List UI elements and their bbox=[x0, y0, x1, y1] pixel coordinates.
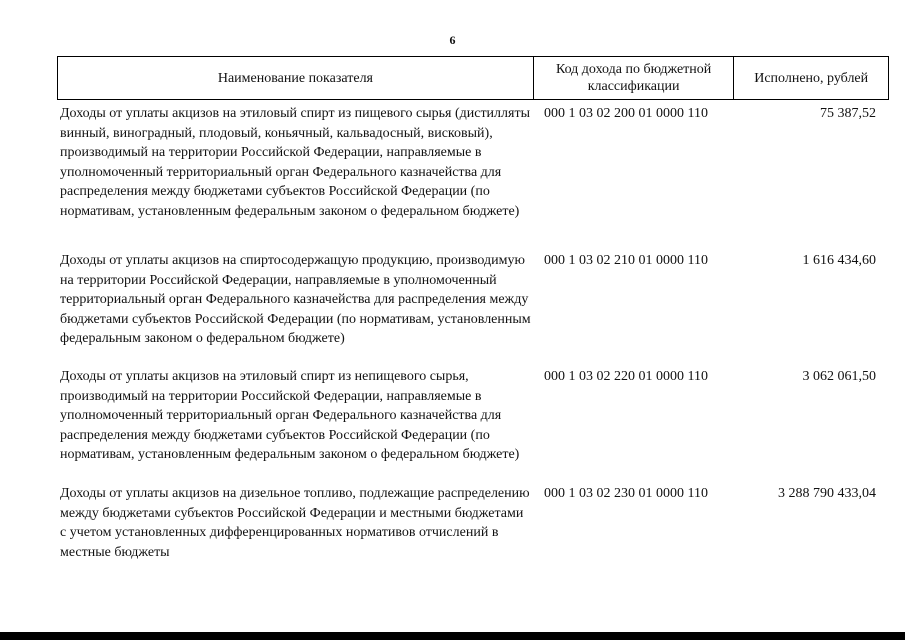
table-row bbox=[57, 104, 889, 221]
row-name: Доходы от уплаты акцизов на этиловый спирт из пищевого сырья (дистилляты винный, виноградный, плодовый, коньячный, кальвадосный, висковый), производимый на территории Российской Федерации, направляемые в уполномоченный территориальный орган Федерального казначейства для распределения между бюджетами субъектов Российской Федерации (по нормативам, установленным федеральным законом о федеральном бюджете) bbox=[60, 106, 530, 219]
table-header bbox=[57, 56, 889, 100]
row-name: Доходы от уплаты акцизов на этиловый спирт из непищевого сырья, производимый на территории Российской Федерации, направляемые в уполномоченный территориальный орган Федерального казначейства для распределения между бюджетами субъектов Российской Федерации (по нормативам, установленным федеральным законом о федеральном бюджете) bbox=[60, 369, 520, 462]
table-row bbox=[57, 484, 889, 562]
table-row bbox=[57, 251, 889, 349]
page-number: 6 bbox=[449, 33, 456, 47]
row-code: 000 1 03 02 210 01 0000 110 bbox=[544, 253, 708, 268]
row-code: 000 1 03 02 200 01 0000 110 bbox=[544, 106, 708, 121]
row-code: 000 1 03 02 230 01 0000 110 bbox=[544, 486, 708, 501]
row-amount: 75 387,52 bbox=[820, 106, 876, 121]
row-name: Доходы от уплаты акцизов на спиртосодержащую продукцию, производимую на территории Российской Федерации, направляемые в уполномоченный территориальный орган Федерального казначейства для распределения между бюджетами субъектов Российской Федерации (по нормативам, установленным федеральным законом о федеральном бюджете) bbox=[60, 253, 531, 346]
row-amount: 1 616 434,60 bbox=[802, 253, 876, 268]
row-code: 000 1 03 02 220 01 0000 110 bbox=[544, 369, 708, 384]
revenue-table bbox=[57, 56, 889, 560]
header-code: Код дохода по бюджетной классификации bbox=[533, 57, 734, 99]
scan-border bbox=[0, 632, 905, 640]
table-row bbox=[57, 367, 889, 465]
row-amount: 3 288 790 433,04 bbox=[778, 486, 876, 501]
row-name: Доходы от уплаты акцизов на дизельное топливо, подлежащие распределению между бюджетами субъектов Российской Федерации и местными бюджетами с учетом установленных дифференцированных нормативов отчислений в местные бюджеты bbox=[60, 486, 530, 560]
header-amount: Исполнено, рублей bbox=[733, 57, 888, 99]
row-amount: 3 062 061,50 bbox=[802, 369, 876, 384]
header-name: Наименование показателя bbox=[217, 70, 373, 86]
